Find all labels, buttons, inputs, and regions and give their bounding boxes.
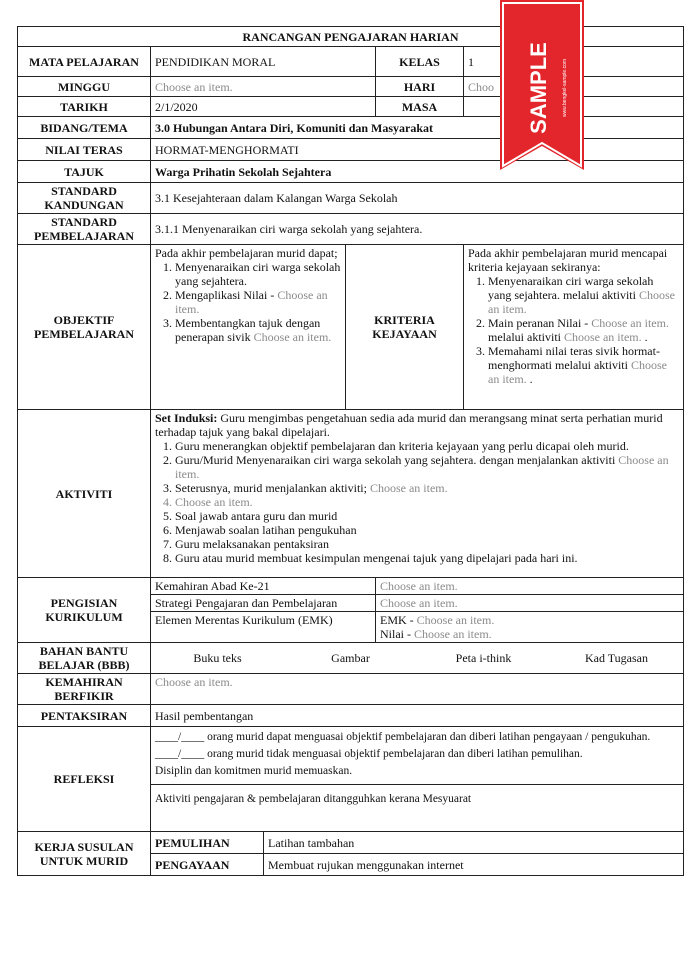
kriteria-aktiviti-dropdown-1[interactable]: Choose an item.: [488, 288, 675, 316]
minggu-label: MINGGU: [18, 77, 151, 97]
objektif-intro: Pada akhir pembelajaran murid dapat;: [155, 246, 338, 260]
hari-dropdown[interactable]: Choo: [464, 77, 684, 97]
standard-kandungan-value[interactable]: 3.1 Kesejahteraan dalam Kalangan Warga Sekolah: [151, 183, 684, 214]
bidang-tema-value[interactable]: 3.0 Hubungan Antara Diri, Komuniti dan Masyarakat: [151, 117, 684, 139]
aktiviti-step-4[interactable]: 4. Choose an item.: [175, 495, 679, 509]
strategi-dropdown[interactable]: Choose an item.: [376, 595, 684, 612]
pemulihan-value[interactable]: Latihan tambahan: [264, 832, 684, 854]
objektif-sivik-dropdown[interactable]: Choose an item.: [253, 330, 332, 344]
kriteria-aktiviti-dropdown-2[interactable]: Choose an item.: [563, 330, 642, 344]
standard-pembelajaran-label: STANDARD PEMBELAJARAN: [18, 214, 151, 245]
stamp-text: SAMPLE: [526, 42, 551, 134]
tajuk-label: TAJUK: [18, 161, 151, 183]
aktiviti-step-8: 8. Guru atau murid membuat kesimpulan mengenai tajuk yang dipelajari pada hari ini.: [175, 551, 679, 565]
nilai-teras-label: NILAI TERAS: [18, 139, 151, 161]
aktiviti-step-1: 1. Guru menerangkan objektif pembelajaran dan kriteria kejayaan yang perlu dicapai oleh murid.: [175, 439, 679, 453]
pemulihan-label: PEMULIHAN: [151, 832, 264, 854]
bbb-item-gambar: Gambar: [331, 651, 370, 665]
kerja-susulan-label: KERJA SUSULAN UNTUK MURID: [18, 832, 151, 876]
aktiviti-step-3: 3. Seterusnya, murid menjalankan aktiviti; Choose an item.: [175, 481, 679, 495]
refleksi-line-4: Aktiviti pengajaran & pembelajaran ditangguhkan kerana Mesyuarat: [151, 784, 683, 817]
tarikh-label: TARIKH: [18, 97, 151, 117]
minggu-dropdown[interactable]: Choose an item.: [151, 77, 376, 97]
page-title: RANCANGAN PENGAJARAN HARIAN: [18, 27, 684, 47]
refleksi-label: REFLEKSI: [18, 727, 151, 832]
objektif-item-2: 2. Mengaplikasi Nilai - Choose an item.: [175, 288, 341, 316]
kriteria-item-2: 2. Main peranan Nilai - Choose an item. melalui aktiviti Choose an item. .: [488, 316, 679, 344]
pengayaan-value[interactable]: Membuat rujukan menggunakan internet: [264, 854, 684, 876]
bbb-item-buku-teks: Buku teks: [193, 651, 242, 665]
tarikh-value[interactable]: 2/1/2020: [151, 97, 376, 117]
bbb-list: [151, 643, 683, 673]
bbb-item-peta-i-think: Peta i-think: [455, 651, 512, 665]
bbb-item-kad-tugasan: Kad Tugasan: [584, 651, 648, 665]
objektif-item-1: 1. Menyenaraikan ciri warga sekolah yang sejahtera.: [175, 260, 341, 288]
hari-label: HARI: [376, 77, 464, 97]
kelas-label: KELAS: [376, 47, 464, 77]
kriteria-aktiviti-dropdown-3[interactable]: Choose an item.: [488, 358, 667, 386]
objektif-content: [151, 245, 346, 410]
tajuk-value[interactable]: Warga Prihatin Sekolah Sejahtera: [151, 161, 684, 183]
pengisian-emk: Elemen Merentas Kurikulum (EMK): [151, 612, 376, 643]
kemahiran-berfikir-dropdown[interactable]: Choose an item.: [151, 674, 684, 705]
pentaksiran-value[interactable]: Hasil pembentangan: [151, 705, 684, 727]
kriteria-content: [464, 245, 684, 410]
bbb-cell: [151, 643, 684, 674]
standard-kandungan-label: STANDARD KANDUNGAN: [18, 183, 151, 214]
refleksi-line-3: Disiplin dan komitmen murid memuaskan.: [155, 765, 353, 777]
objektif-label: OBJEKTIF PEMBELAJARAN: [18, 245, 151, 410]
kriteria-nilai-dropdown[interactable]: Choose an item.: [591, 316, 669, 330]
kriteria-item-1: 1. Menyenaraikan ciri warga sekolah yang sejahtera. melalui aktiviti Choose an item.: [488, 274, 679, 316]
pengisian-strategi: Strategi Pengajaran dan Pembelajaran: [151, 595, 376, 612]
refleksi-content: [151, 727, 684, 832]
nilai-row: Nilai - Choose an item.: [380, 627, 492, 641]
standard-pembelajaran-value[interactable]: 3.1.1 Menyenaraikan ciri warga sekolah yang sejahtera.: [151, 214, 684, 245]
aktiviti-dropdown-2[interactable]: Choose an item.: [369, 481, 448, 495]
kriteria-intro: Pada akhir pembelajaran murid mencapai kriteria kejayaan sekiranya:: [468, 246, 668, 274]
aktiviti-label: AKTIVITI: [18, 410, 151, 578]
emk-values: [376, 612, 684, 643]
kelas-value[interactable]: 1: [464, 47, 684, 77]
refleksi-line-2[interactable]: ____/____ orang murid tidak menguasai objektif pembelajaran dan diberi latihan pemulihan.: [155, 748, 583, 760]
kriteria-item-3: 3. Memahami nilai teras sivik hormat-menghormati melalui aktiviti Choose an item. .: [488, 344, 679, 386]
pengisian-kurikulum-label: PENGISIAN KURIKULUM: [18, 578, 151, 643]
mata-pelajaran-value[interactable]: PENDIDIKAN MORAL: [151, 47, 376, 77]
kriteria-label: KRITERIA KEJAYAAN: [346, 245, 464, 410]
pengayaan-label: PENGAYAAN: [151, 854, 264, 876]
aktiviti-dropdown-1[interactable]: Choose an item.: [175, 453, 669, 481]
objektif-nilai-dropdown[interactable]: Choose an item.: [175, 288, 328, 316]
bidang-tema-label: BIDANG/TEMA: [18, 117, 151, 139]
nilai-dropdown[interactable]: Choose an item.: [414, 627, 492, 641]
emk-row: EMK - Choose an item.: [380, 613, 495, 627]
emk-dropdown[interactable]: Choose an item.: [416, 613, 495, 627]
aktiviti-content: [151, 410, 684, 578]
aktiviti-step-7: 7. Guru melaksanakan pentaksiran: [175, 537, 679, 551]
abad-21-dropdown[interactable]: Choose an item.: [376, 578, 684, 595]
sample-watermark-stamp: [500, 0, 584, 188]
objektif-item-3: 3. Membentangkan tajuk dengan penerapan sivik Choose an item.: [175, 316, 341, 344]
set-induksi: Set Induksi: Guru mengimbas pengetahuan sedia ada murid dan merangsang minat serta perhatian murid terhadap tajuk yang bakal dipelajari.: [155, 411, 663, 439]
masa-label: MASA: [376, 97, 464, 117]
pengisian-abad-21: Kemahiran Abad Ke-21: [151, 578, 376, 595]
aktiviti-step-2: 2. Guru/Murid Menyenaraikan ciri warga sekolah yang sejahtera. dengan menjalankan aktiviti Choose an item.: [175, 453, 679, 481]
stamp-subtext: www.bengkel-sample.com: [562, 58, 568, 118]
aktiviti-step-5: 5. Soal jawab antara guru dan murid: [175, 509, 679, 523]
aktiviti-step-6: 6. Menjawab soalan latihan pengukuhan: [175, 523, 679, 537]
bbb-label: BAHAN BANTU BELAJAR (BBB): [18, 643, 151, 674]
nilai-teras-value[interactable]: HORMAT-MENGHORMATI: [151, 139, 684, 161]
refleksi-line-1[interactable]: ____/____ orang murid dapat menguasai objektif pembelajaran dan diberi latihan pengayaan / pengukuhan.: [155, 731, 651, 743]
mata-pelajaran-label: MATA PELAJARAN: [18, 47, 151, 77]
kemahiran-berfikir-label: KEMAHIRAN BERFIKIR: [18, 674, 151, 705]
pentaksiran-label: PENTAKSIRAN: [18, 705, 151, 727]
